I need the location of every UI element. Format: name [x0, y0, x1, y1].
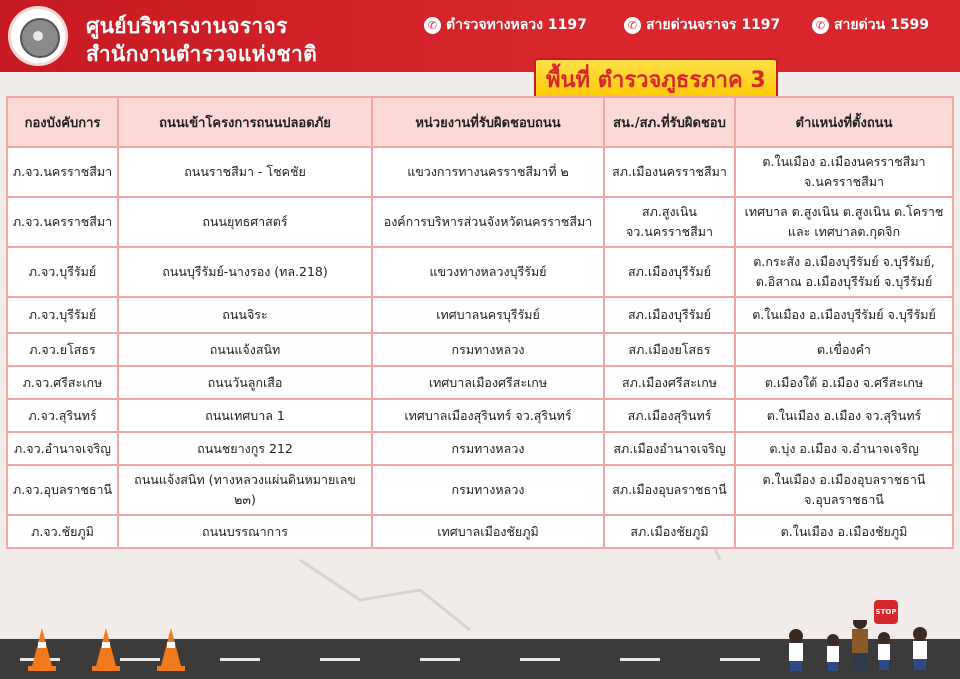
table-cell: ต.ในเมือง อ.เมืองอุบลราชธานี จ.อุบลราชธานี — [735, 465, 953, 515]
region-title: พื้นที่ ตำรวจภูธรภาค 3 — [534, 58, 778, 101]
hotline-highway-police — [424, 14, 587, 36]
table-cell: เทศบาลเมืองศรีสะเกษ — [372, 366, 604, 399]
table-cell: เทศบาลเมืองสุรินทร์ จว.สุรินทร์ — [372, 399, 604, 432]
table-row — [7, 515, 953, 548]
table-cell: ภ.จว.นครราชสีมา — [7, 197, 118, 247]
phone-icon: ✆ — [812, 17, 829, 34]
table-row — [7, 247, 953, 297]
org-name-line2: สำนักงานตำรวจแห่งชาติ — [86, 42, 318, 66]
table-cell: ต.เมืองใต้ อ.เมือง จ.ศรีสะเกษ — [735, 366, 953, 399]
table-cell: ต.กระสัง อ.เมืองบุรีรัมย์ จ.บุรีรัมย์, ต.อิสาณ อ.เมืองบุรีรัมย์ จ.บุรีรัมย์ — [735, 247, 953, 297]
table-row — [7, 197, 953, 247]
phone-icon: ✆ — [424, 17, 441, 34]
table-cell: ภ.จว.ยโสธร — [7, 333, 118, 366]
table-cell: ต.บุ่ง อ.เมือง จ.อำนาจเจริญ — [735, 432, 953, 465]
table-cell: สภ.เมืองนครราชสีมา — [604, 147, 735, 197]
table-row — [7, 297, 953, 333]
column-header: สน./สภ.ที่รับผิดชอบ — [604, 97, 735, 147]
hotline-1599 — [812, 14, 929, 36]
table-row — [7, 432, 953, 465]
table-cell: ต.ในเมือง อ.เมืองชัยภูมิ — [735, 515, 953, 548]
table-cell: สภ.เมืองสุรินทร์ — [604, 399, 735, 432]
hotline-label: สายด่วน 1599 — [834, 17, 929, 33]
traffic-cone-icon — [157, 628, 185, 671]
table-row — [7, 465, 953, 515]
phone-icon: ✆ — [624, 17, 641, 34]
table-cell: เทศบาล ต.สูงเนิน ต.สูงเนิน ต.โคราช และ เทศบาลต.กุดจิก — [735, 197, 953, 247]
table-cell: สภ.เมืองอุบลราชธานี — [604, 465, 735, 515]
table-cell: ภ.จว.บุรีรัมย์ — [7, 297, 118, 333]
table-cell: สภ.เมืองบุรีรัมย์ — [604, 297, 735, 333]
table-cell: ถนนวันลูกเสือ — [118, 366, 372, 399]
traffic-cone-icon — [92, 628, 120, 671]
police-emblem-logo — [8, 6, 68, 66]
table-row — [7, 399, 953, 432]
column-header: ตำแหน่งที่ตั้งถนน — [735, 97, 953, 147]
table-row — [7, 366, 953, 399]
table-cell: ต.ในเมือง อ.เมืองบุรีรัมย์ จ.บุรีรัมย์ — [735, 297, 953, 333]
column-header: ถนนเข้าโครงการถนนปลอดภัย — [118, 97, 372, 147]
table-cell: กรมทางหลวง — [372, 432, 604, 465]
table-cell: สภ.เมืองยโสธร — [604, 333, 735, 366]
org-name-line1: ศูนย์บริหารงานจราจร — [86, 14, 288, 38]
hotline-label: ตำรวจทางหลวง 1197 — [446, 17, 587, 33]
column-header: กองบังคับการ — [7, 97, 118, 147]
table-cell: ภ.จว.ชัยภูมิ — [7, 515, 118, 548]
table-cell: ต.ในเมือง อ.เมือง จว.สุรินทร์ — [735, 399, 953, 432]
table-cell: ถนนแจ้งสนิท — [118, 333, 372, 366]
table-cell: ภ.จว.อุบลราชธานี — [7, 465, 118, 515]
children-crossing-illustration — [789, 620, 927, 671]
table-cell: ถนนแจ้งสนิท (ทางหลวงแผ่นดินหมายเลข ๒๓) — [118, 465, 372, 515]
table-cell: สภ.เมืองบุรีรัมย์ — [604, 247, 735, 297]
column-header: หน่วยงานที่รับผิดชอบถนน — [372, 97, 604, 147]
table-cell: สภ.สูงเนิน จว.นครราชสีมา — [604, 197, 735, 247]
table-cell: ต.เขื่องคำ — [735, 333, 953, 366]
table-cell: ถนนเทศบาล 1 — [118, 399, 372, 432]
table-row — [7, 147, 953, 197]
table-cell: เทศบาลเมืองชัยภูมิ — [372, 515, 604, 548]
table-cell: สภ.เมืองชัยภูมิ — [604, 515, 735, 548]
hotline-label: สายด่วนจราจร 1197 — [646, 17, 781, 33]
table-cell: ภ.จว.นครราชสีมา — [7, 147, 118, 197]
safe-roads-table — [6, 96, 954, 549]
table-cell: เทศบาลนครบุรีรัมย์ — [372, 297, 604, 333]
table-header-row — [7, 97, 953, 147]
traffic-cones-illustration — [0, 620, 960, 679]
table-cell: ภ.จว.สุรินทร์ — [7, 399, 118, 432]
traffic-cone-icon — [28, 628, 56, 671]
table-cell: ภ.จว.ศรีสะเกษ — [7, 366, 118, 399]
stop-sign-icon: STOP — [874, 600, 898, 624]
table-cell: องค์การบริหารส่วนจังหวัดนครราชสีมา — [372, 197, 604, 247]
table-cell: สภ.เมืองศรีสะเกษ — [604, 366, 735, 399]
table-cell: ถนนจิระ — [118, 297, 372, 333]
table-cell: ถนนยุทธศาสตร์ — [118, 197, 372, 247]
table-cell: ถนนชยางกูร 212 — [118, 432, 372, 465]
table-cell: แขวงทางหลวงบุรีรัมย์ — [372, 247, 604, 297]
table-cell: ภ.จว.อำนาจเจริญ — [7, 432, 118, 465]
hotline-traffic — [624, 14, 780, 36]
table-cell: กรมทางหลวง — [372, 333, 604, 366]
table-cell: ถนนบรรณาการ — [118, 515, 372, 548]
table-cell: ต.ในเมือง อ.เมืองนครราชสีมา จ.นครราชสีมา — [735, 147, 953, 197]
table-cell: สภ.เมืองอำนาจเจริญ — [604, 432, 735, 465]
table-cell: กรมทางหลวง — [372, 465, 604, 515]
table-row — [7, 333, 953, 366]
header-banner — [0, 0, 960, 72]
table-cell: ถนนบุรีรัมย์-นางรอง (ทล.218) — [118, 247, 372, 297]
table-cell: ภ.จว.บุรีรัมย์ — [7, 247, 118, 297]
table-cell: ถนนราชสีมา - โชคชัย — [118, 147, 372, 197]
table-cell: แขวงการทางนครราชสีมาที่ ๒ — [372, 147, 604, 197]
